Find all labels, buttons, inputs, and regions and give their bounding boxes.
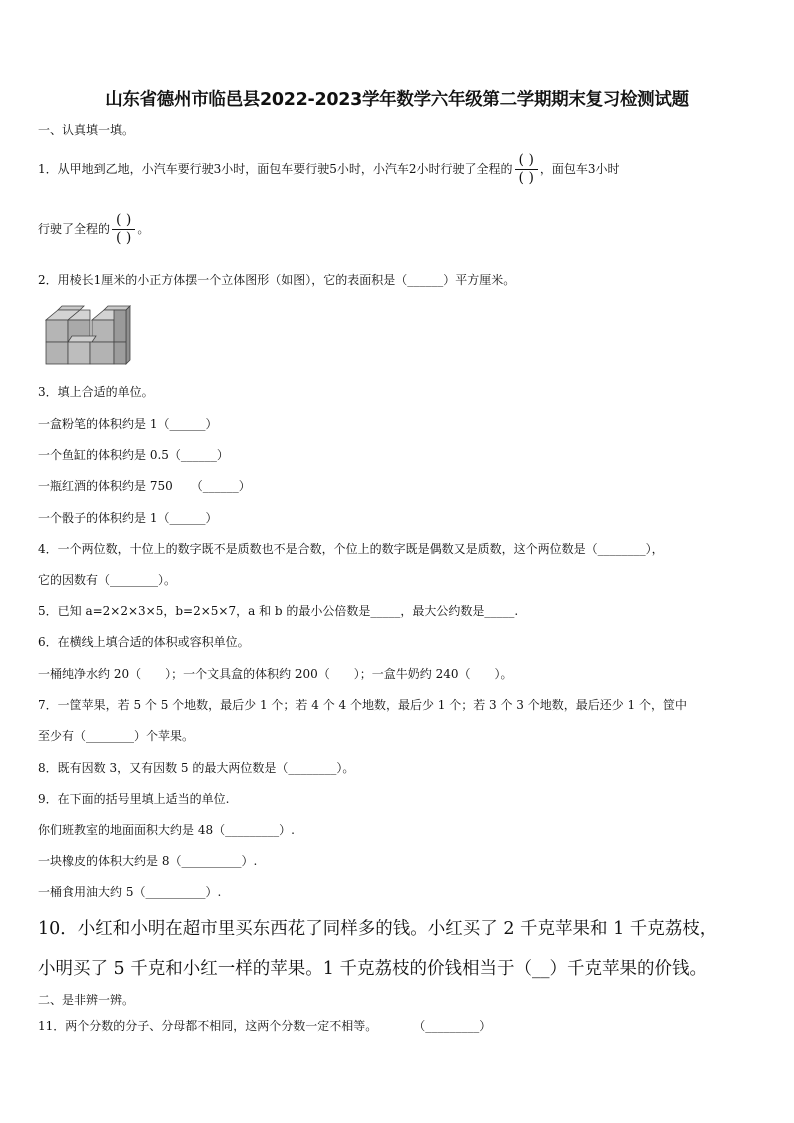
question-7-line-2: 至少有（________）个苹果。 (38, 729, 195, 743)
section-heading-2: 二、是非辨一辨。 (38, 993, 135, 1007)
question-9-item: 一桶食用油大约 5（__________）. (38, 885, 222, 899)
question-9-item: 一块橡皮的体积大约是 8（__________）. (38, 854, 258, 868)
question-3-stem: 3．填上合适的单位。 (38, 385, 154, 399)
page-title: 山东省德州市临邑县2022-2023学年数学六年级第二学期期末复习检测试题 (105, 90, 689, 110)
question-1-text-end: 。 (137, 222, 150, 236)
question-5: 5．已知 a=2×2×3×5，b=2×5×7，a 和 b 的最小公倍数是_____，最大公约数是_____. (38, 604, 519, 618)
question-1-line-1 (38, 152, 620, 187)
fraction-denominator: ( ) (518, 170, 534, 186)
fraction-denominator: ( ) (116, 230, 132, 246)
question-6-line: 一桶纯净水约 20（ ）；一个文具盒的体积约 200（ ）；一盒牛奶约 240（ ）。 (38, 667, 513, 681)
question-11: 11．两个分数的分子、分母都不相同，这两个分数一定不相等。 （_________） (38, 1019, 492, 1033)
fraction-blank-1[interactable] (515, 152, 538, 187)
question-7-line-1: 7．一筐苹果，若 5 个 5 个地数，最后少 1 个；若 4 个 4 个地数，最后少 1 个；若 3 个 3 个地数，最后还少 1 个，筐中 (38, 698, 688, 712)
question-8: 8．既有因数 3，又有因数 5 的最大两位数是（________）。 (38, 761, 355, 775)
question-3-item: 一个骰子的体积约是 1（______） (38, 511, 218, 525)
question-4-line-2: 它的因数有（________）。 (38, 573, 177, 587)
question-3-item: 一个鱼缸的体积约是 0.5（______） (38, 448, 229, 462)
fraction-numerator: ( ) (116, 212, 132, 228)
fraction-blank-2[interactable] (112, 212, 135, 247)
section-heading-1: 一、认真填一填。 (38, 123, 135, 137)
question-9-stem: 9．在下面的括号里填上适当的单位. (38, 792, 230, 806)
fraction-numerator: ( ) (518, 152, 534, 168)
question-3-item: 一盒粉笔的体积约是 1（______） (38, 417, 218, 431)
question-1-text-c: 行驶了全程的 (38, 222, 111, 236)
question-1-text-b: ，面包车3小时 (539, 162, 620, 176)
question-4-line-1: 4．一个两位数，十位上的数字既不是质数也不是合数，个位上的数字既是偶数又是质数，这个两位数是（________）， (38, 542, 664, 556)
question-10-line-1: 10．小红和小明在超市里买东西花了同样多的钱。小红买了 2 千克苹果和 1 千克荔枝， (38, 919, 718, 939)
question-1-line-2 (38, 212, 149, 247)
question-1-text-a: 1．从甲地到乙地，小汽车要行驶3小时，面包车要行驶5小时，小汽车2小时行驶了全程的 (38, 162, 513, 176)
question-3-item: 一瓶红酒的体积约是 750 （______） (38, 479, 251, 493)
question-9-item: 你们班教室的地面面积大约是 48（_________）. (38, 823, 295, 837)
cube-figure (44, 302, 132, 372)
question-6-stem: 6．在横线上填合适的体积或容积单位。 (38, 635, 250, 649)
question-10-line-2: 小明买了 5 千克和小红一样的苹果。1 千克荔枝的价钱相当于（__）千克苹果的价钱。 (38, 959, 707, 979)
question-2: 2．用棱长1厘米的小正方体摆一个立体图形（如图），它的表面积是（______）平方厘米。 (38, 273, 516, 287)
